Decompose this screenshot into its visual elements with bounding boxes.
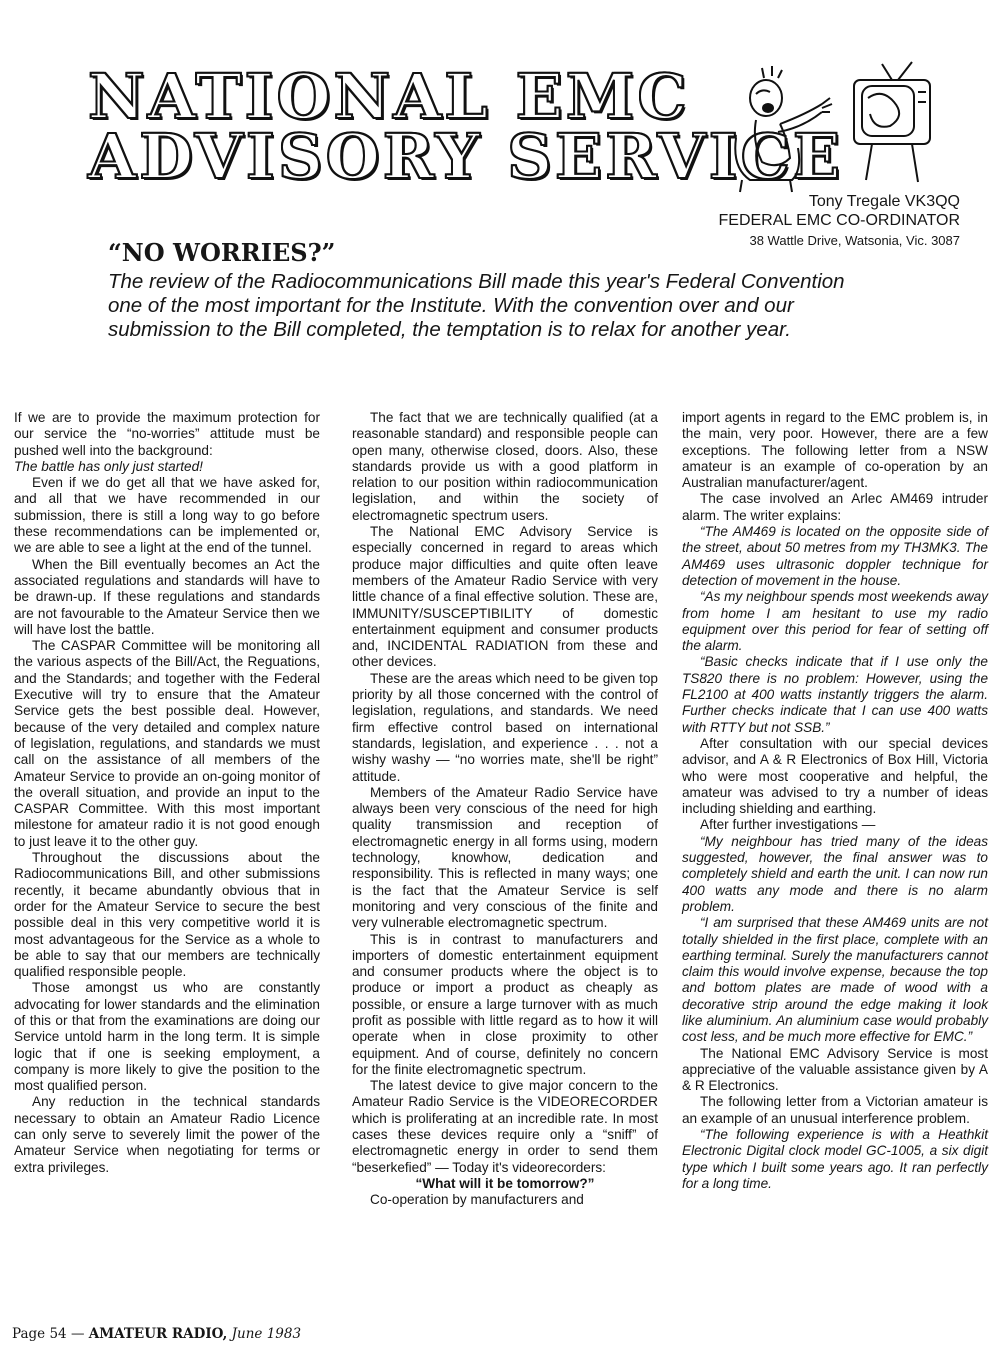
paragraph: When the Bill eventually becomes an Act the associated regulations and standards will have to be drawn-up. If these regulations and standards are not favourable to the Amateur Service then we will have lost the battle. (14, 556, 320, 637)
author-position: FEDERAL EMC CO-ORDINATOR (718, 212, 960, 229)
paragraph: The National EMC Advisory Service is most appreciative of the valuable assistance given by A & R Electronics. (682, 1045, 988, 1094)
paragraph: The latest device to give major concern to the Amateur Radio Service is the VIDEORECORDER which is proliferating at an incredible rate. In most cases these devices require only a “sniff” of electromagnetic energy in order to send them “beserkefied” — Today it's videorecorders: (352, 1078, 658, 1175)
article-column-3 (682, 410, 988, 1192)
article-column-1 (14, 410, 320, 1176)
title-line-1: NATIONAL EMC (88, 60, 690, 133)
paragraph: If we are to provide the maximum protection for our service the “no-worries” attitude must be pushed well into the background: (14, 410, 320, 458)
quote-paragraph: “Basic checks indicate that if I use only the TS820 there is no problem: However, using the FL2100 at 400 watts instantly triggers the alarm. Further checks indicate that I can use 400 watts with RTTY but not SSB.” (682, 654, 988, 735)
paragraph: Members of the Amateur Radio Service have always been very conscious of the need for high quality transmission and reception of electromagnetic energy in all forms using, modern technology, knowhow, dedication and responsibility. This is reflected in many ways; one is the fact that the Amateur Service is self monitoring and very conscious of the finite and very vulnerable electromagnetic spectrum. (352, 784, 658, 931)
paragraph: Throughout the discussions about the Radiocommunications Bill, and other submissions recently, it became abundantly obvious that in order for the Amateur Service to secure the best possible deal in this very competitive world it is most advantageous for the Service as a whole to be able to say that our members are technically qualified responsible people. (14, 850, 320, 980)
paragraph: The National EMC Advisory Service is especially concerned in regard to areas which produce major difficulties and quite often leave members of the Amateur Radio Service with very little chance of a final effective solution. These are, IMMUNITY/SUSCEPTIBILITY of domestic entertainment equipment and consumer products and, INCIDENTAL RADIATION from these and other devices. (352, 524, 658, 670)
paragraph: The CASPAR Committee will be monitoring all the various aspects of the Bill/Act, the Reguations, and the Standards; and together with the Federal Executive will try to ensure that the Amateur Service gets the best possible deal. However, because of the very detailed and complex nature of legislation, regulations, and standards we must call on the assistance of all members of the Amateur Service to provide an on-going monitor of the overall situation, and provide an input to the CASPAR Committee. With this most important milestone for amateur radio it is not good enough to just leave it to the other guy. (14, 638, 320, 849)
paragraph: These are the areas which need to be given top priority by all those concerned with the control of legislation, regulations, and standards. We need firm effective control based on international standards, legislation, and experience . . . not a wishy washy — “no worries mate, she'll be right” attitude. (352, 670, 658, 784)
pull-quote: “What will it be tomorrow?” (415, 1175, 595, 1191)
quote-paragraph: “The following experience is with a Heathkit Electronic Digital clock model GC-1005, a six digit type which I built some years ago. It ran perfectly for a long time. (682, 1127, 988, 1191)
paragraph: Even if we do get all that we have asked for, and all that we have recommended in our submission, there is still a long way to go before these recommendations can be implemented or, we are able to see a light at the end of the tunnel. (14, 475, 320, 556)
article-column-2 (352, 410, 658, 1209)
headline: “NO WORRIES?” (108, 238, 336, 267)
issue-date: June 1983 (231, 1326, 302, 1342)
paragraph: The case involved an Arlec AM469 intruder alarm. The writer explains: (682, 491, 988, 523)
paragraph: Co-operation by manufacturers and (370, 1192, 584, 1208)
paragraph: import agents in regard to the EMC problem is, in the main, very poor. However, there are a few exceptions. The following letter from a NSW amateur is an example of co-operation by an Australian manufacturer/agent. (682, 410, 988, 491)
quote-paragraph: “As my neighbour spends most weekends away from home I am hesitant to use my radio equipment over this period for fear of setting off the alarm. (682, 589, 988, 654)
quote-paragraph: “I am surprised that these AM469 units are not totally shielded in the first place, complete with an earthing terminal. Surely the manufacturers cannot claim this would involve expense, because the top and bottom plates are made of wood with a decorative strip around the edge making it look like aluminium. An aluminium case would probably cost less, and be much more effective for EMC.” (682, 915, 988, 1045)
paragraph: This is in contrast to manufacturers and importers of domestic entertainment equipment and consumer products where the object is to produce or import a product as cheaply as possible, or ensure a large turnover with as much profit as possible with little regard as to how it will operate when in close proximity to other equipment. And of course, definitely no concern for the finite electromagnetic spectrum. (352, 931, 658, 1077)
footer-separator: — (70, 1326, 85, 1342)
quote-paragraph: “The AM469 is located on the opposite side of the street, about 50 metres from my TH3MK3. The AM469 uses ultrasonic doppler technique for detection of movement in the house. (682, 524, 988, 588)
paragraph: The fact that we are technically qualified (at a reasonable standard) and responsible people can open many, otherwise closed, doors. Also, these standards provide us with a good platform in relation to our position within radiocommunication legislation, and within the society of electromagnetic spectrum users. (352, 410, 658, 523)
paragraph: Any reduction in the technical standards necessary to obtain an Amateur Radio Licence can only serve to severely limit the power of the Amateur Service when negotiating for terms or extra privileges. (14, 1094, 320, 1175)
paragraph: After further investigations — (700, 817, 876, 833)
title-line-2: ADVISORY SERVICE (88, 120, 844, 193)
paragraph: Those amongst us who are constantly advocating for lower standards and the elimination of this or that from the examinations are doing our Service untold harm in the long term. It is simple logic that if one is seeking employment, a company is more likely to give the position to the most qualified person. (14, 980, 320, 1094)
magazine-name: AMATEUR RADIO, (88, 1326, 228, 1342)
author-name: Tony Tregale VK3QQ (808, 193, 960, 210)
paragraph: The battle has only just started! (14, 458, 203, 474)
paragraph: The following letter from a Victorian amateur is an example of an unusual interference problem. (682, 1094, 988, 1126)
intro-paragraph: The review of the Radiocommunications Bill made this year's Federal Convention one of the most important for the Institute. With the convention over and our submission to the Bill completed, the temptation is to relax for another year. (108, 270, 845, 341)
page-footer (12, 1326, 301, 1342)
quote-paragraph: “My neighbour has tried many of the ideas suggested, however, the final answer was to completely shield and earth the unit. I can now run 400 watts any mode and there is no alarm problem. (682, 833, 988, 914)
paragraph: After consultation with our special devices advisor, and A & R Electronics of Box Hill, Victoria who were most cooperative and helpful, the amateur was advised to try a number of ideas including shielding and earthing. (682, 735, 988, 817)
author-address: 38 Wattle Drive, Watsonia, Vic. 3087 (749, 233, 960, 248)
cartoon-illustration (722, 58, 946, 194)
page-number: Page 54 (12, 1326, 67, 1342)
